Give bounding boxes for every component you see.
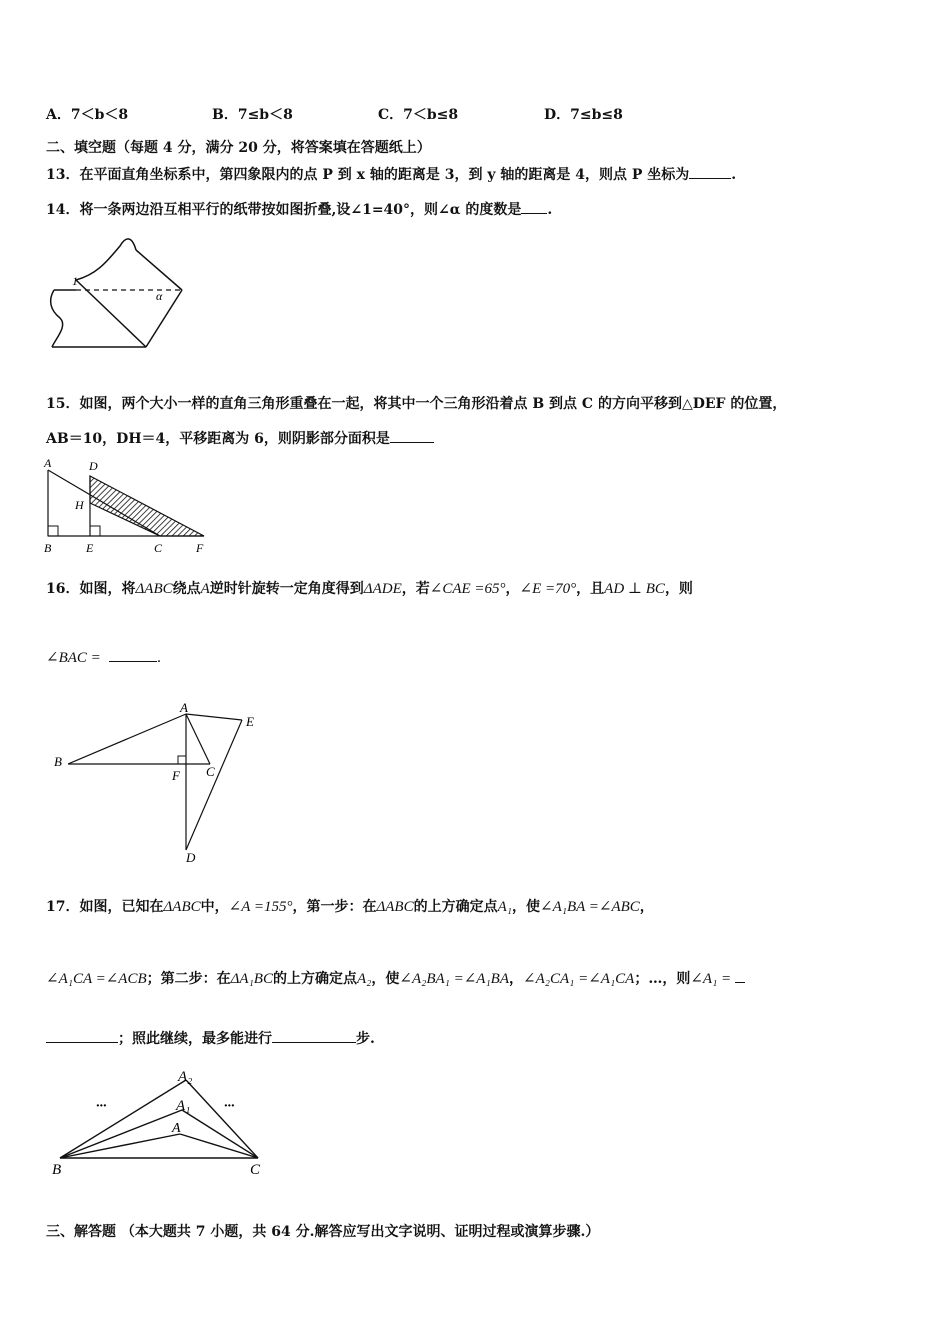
- label-d: D: [186, 850, 196, 865]
- q16-point-a: A: [200, 581, 210, 597]
- segment-ba2: [60, 1080, 186, 1158]
- q16-text-3: ，若: [401, 581, 430, 597]
- q17-point-a1: A₁: [497, 899, 512, 915]
- label-d: D: [89, 459, 98, 473]
- figure-16: [50, 700, 270, 866]
- q16-angle-cae: ∠CAE =65°: [429, 581, 506, 597]
- q17-triangle-a1bc: ΔA₁BC: [230, 971, 273, 987]
- angle-alpha-label: α: [156, 289, 163, 303]
- label-b: B: [52, 1162, 62, 1178]
- figure-15: [42, 456, 212, 558]
- q16-triangle-abc: ΔABC: [135, 581, 173, 597]
- q16-suffix: ，则: [664, 581, 693, 597]
- q17-blank-2[interactable]: [272, 1030, 356, 1043]
- label-a: A: [172, 1121, 181, 1136]
- q17-prefix: 17．如图，已知在: [46, 899, 164, 915]
- q17-text-6: ；第二步：在: [146, 971, 231, 987]
- q16-perpendicular: AD ⊥ BC: [604, 581, 665, 597]
- label-b: B: [54, 754, 62, 769]
- q17-text-11: ；照此继续，最多能进行: [118, 1031, 272, 1047]
- label-c: C: [250, 1162, 261, 1178]
- figure-17: [48, 1064, 278, 1180]
- section3-heading: 三、解答题 （本大题共 7 小题，共 64 分.解答应写出文字说明、证明过程或演算步骤.）: [46, 1224, 600, 1240]
- q16-triangle-ade: ΔADE: [363, 581, 402, 597]
- option-b: B．7≤b＜8: [212, 107, 293, 123]
- q17-text-7: 的上方确定点: [272, 971, 357, 987]
- q16-text-1: 绕点: [172, 581, 201, 597]
- label-h: H: [75, 498, 84, 512]
- segment-ed: [186, 720, 242, 850]
- q16-text-4: ，: [505, 581, 520, 597]
- segment-ba1: [60, 1110, 182, 1158]
- q17-point-a2: A₂: [356, 971, 372, 987]
- q17-angle-a1ca: ∠A₁CA =∠ACB: [46, 971, 147, 987]
- dots-left: ···: [96, 1099, 107, 1114]
- label-a: A: [44, 456, 52, 470]
- q17-text-10: ；…，则: [634, 971, 691, 987]
- shaded-region: [90, 476, 204, 536]
- q17-text-8: ，使: [371, 971, 400, 987]
- q17-text-5: ，: [639, 899, 654, 915]
- q17-triangle-abc-2: ΔABC: [376, 899, 414, 915]
- label-b: B: [44, 541, 52, 555]
- q17-angle-a1ba: ∠A₁BA =∠ABC: [540, 899, 640, 915]
- q15-blank[interactable]: [390, 430, 434, 443]
- question-16-line1: [46, 578, 693, 598]
- question-17-line3: [46, 1028, 375, 1048]
- q17-text-3: 的上方确定点: [413, 899, 498, 915]
- strip-right-edge: [136, 250, 182, 290]
- question-17-line1: [46, 896, 654, 916]
- label-f: F: [196, 541, 204, 555]
- label-c: C: [154, 541, 163, 555]
- question-14: 14．将一条两边沿互相平行的纸带按如图折叠,设∠1=40°，则∠α 的度数是 .: [46, 202, 553, 218]
- section2-heading: 二、填空题（每题 4 分，满分 20 分，将答案填在答题纸上）: [46, 140, 431, 156]
- q16-text-5: ，且: [576, 581, 605, 597]
- q16-blank[interactable]: [109, 649, 157, 662]
- option-d: D．7≤b≤8: [544, 107, 623, 123]
- q17-text-2: ，第一步：在: [292, 899, 377, 915]
- right-angle-b: [48, 526, 58, 536]
- q16-angle-bac: ∠BAC =: [46, 650, 101, 666]
- segment-ac: [186, 714, 210, 764]
- label-e: E: [246, 714, 254, 729]
- question-15-line2: [46, 428, 434, 448]
- question-15-line1: 15．如图，两个大小一样的直角三角形重叠在一起，将其中一个三角形沿着点 B 到点 C 的方向平移到△DEF 的位置，: [46, 396, 787, 412]
- q17-angle-a: ∠A =155°: [228, 899, 293, 915]
- q17-text-4: ，使: [512, 899, 540, 915]
- q17-angle-a2ca1: ∠A₂CA₁ =∠A₁CA: [523, 971, 635, 987]
- label-a1: A₁: [176, 1098, 191, 1114]
- q16-text-2: 逆时针旋转一定角度得到: [209, 581, 364, 597]
- question-13: 13．在平面直角坐标系中，第四象限内的点 P 到 x 轴的距离是 3，到 y 轴的距离是 4，则点 P 坐标为 .: [46, 167, 737, 183]
- q13-text: 13．在平面直角坐标系中，第四象限内的点 P 到 x 轴的距离是 3，到 y 轴的距离是 4，则点 P 坐标为: [46, 167, 690, 183]
- strip-lower-right-edge: [146, 290, 182, 347]
- strip-top-curve: [76, 239, 136, 280]
- q17-blank-1[interactable]: [46, 1030, 118, 1043]
- segment-ac: [48, 470, 160, 536]
- q13-blank[interactable]: [689, 166, 731, 179]
- segment-ba: [68, 714, 186, 764]
- q17-text-12: 步.: [356, 1031, 375, 1047]
- right-angle-f: [178, 756, 186, 764]
- label-a2: A₂: [178, 1069, 193, 1085]
- q17-blank-start[interactable]: [735, 970, 745, 983]
- q16-prefix: 16．如图，将: [46, 581, 136, 597]
- label-c: C: [206, 764, 215, 779]
- question-17-line2: [46, 968, 745, 988]
- q14-text: 14．将一条两边沿互相平行的纸带按如图折叠,设∠1=40°，则∠α 的度数是: [46, 202, 522, 218]
- segment-ae: [186, 714, 242, 720]
- q15-text: AB＝10，DH＝4，平移距离为 6，则阴影部分面积是: [46, 431, 390, 447]
- option-c: C．7＜b≤8: [378, 107, 459, 123]
- q17-triangle-abc: ΔABC: [163, 899, 201, 915]
- label-f: F: [172, 768, 180, 783]
- q17-angle-a2ba1: ∠A₂BA₁ =∠A₁BA: [399, 971, 510, 987]
- dots-right: ···: [224, 1099, 235, 1114]
- q14-blank[interactable]: [521, 201, 547, 214]
- right-angle-e: [90, 526, 100, 536]
- option-a: A．7＜b＜8: [46, 107, 129, 123]
- q16-angle-e: ∠E =70°: [519, 581, 577, 597]
- q17-angle-a1-result: ∠A₁ =: [690, 971, 732, 987]
- angle-1-label: 1: [72, 274, 78, 288]
- figure-14: [46, 230, 196, 355]
- segment-ba: [60, 1134, 180, 1158]
- q17-text-1: 中，: [200, 899, 229, 915]
- strip-left-curve: [51, 290, 63, 347]
- label-e: E: [86, 541, 94, 555]
- question-16-line2: ∠BAC = .: [46, 650, 162, 666]
- label-a: A: [180, 700, 188, 715]
- q17-text-9: ，: [509, 971, 524, 987]
